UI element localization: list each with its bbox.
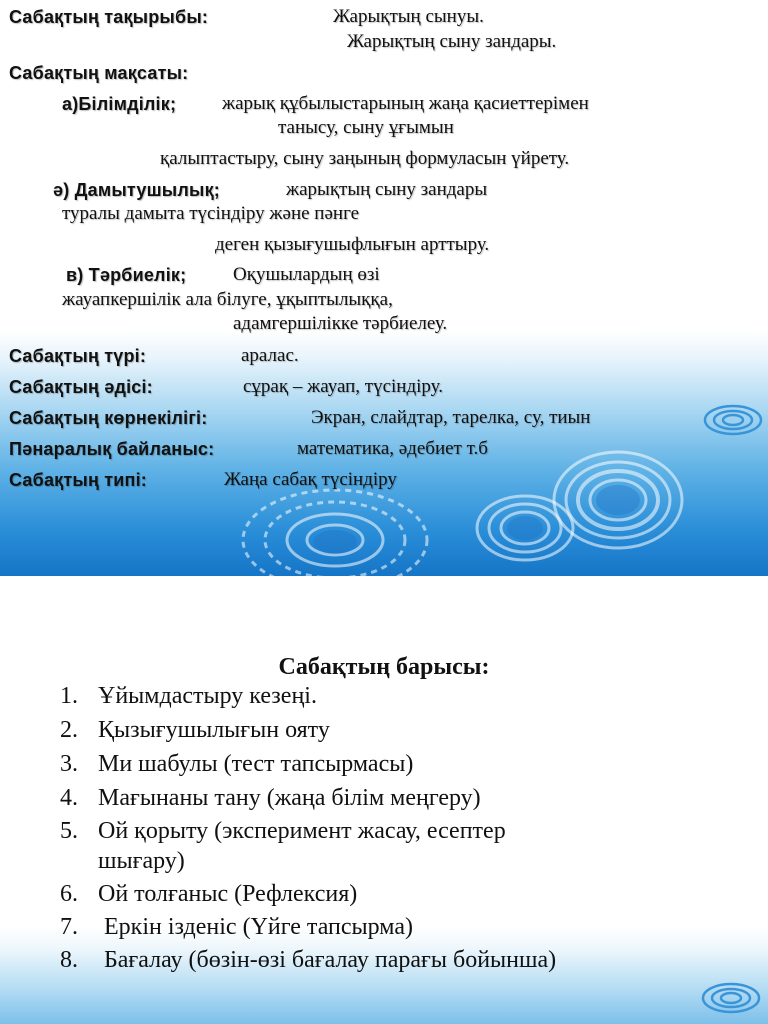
aim-label: Сабақтың мақсаты: bbox=[9, 63, 189, 83]
aim-b-label: ә) Дамытушылық; bbox=[53, 180, 220, 200]
visual-aids-label: Сабақтың көрнекілігі: bbox=[9, 408, 208, 428]
plan-item bbox=[60, 880, 357, 908]
visual-aids-value: Экран, слайдтар, тарелка, су, тиын bbox=[311, 407, 591, 428]
plan-item-number: 1. bbox=[60, 683, 78, 709]
aim-a-line-3: қалыптастыру, сыну заңының формуласын үйрету. bbox=[160, 148, 570, 169]
aim-c-line-1: Оқушылардың өзі bbox=[233, 264, 380, 285]
aim-b-line-1: жарықтың сыну зандары bbox=[286, 179, 488, 200]
plan-item-number: 5. bbox=[60, 818, 78, 844]
plan-item-text: Ой толғаныс (Рефлексия) bbox=[98, 881, 358, 907]
ripple-icon bbox=[703, 984, 759, 1012]
lesson-kind-label: Сабақтың типі: bbox=[9, 470, 147, 490]
plan-item bbox=[60, 817, 506, 845]
plan-item-continuation: шығару) bbox=[98, 848, 185, 874]
plan-item-text: Еркін ізденіс (Үйге тапсырма) bbox=[104, 914, 413, 940]
plan-item-text: Қызығушылығын ояту bbox=[98, 717, 330, 743]
topic-line-2: Жарықтың сыну зандары. bbox=[347, 31, 557, 52]
plan-item-text: Мағынаны тану (жаңа білім меңгеру) bbox=[98, 785, 481, 811]
plan-item-number: 8. bbox=[60, 947, 78, 973]
plan-item bbox=[60, 784, 481, 812]
aim-c-line-2: жауапкершілік ала білуге, ұқыптылыққа, bbox=[62, 289, 393, 310]
aim-c-line-3: адамгершілікке тәрбиелеу. bbox=[233, 313, 448, 334]
plan-item bbox=[60, 913, 413, 941]
plan-item-number: 7. bbox=[60, 914, 78, 940]
plan-item-text: Бағалау (бөзін-өзі бағалау парағы бойынша) bbox=[104, 947, 557, 973]
plan-item-number: 2. bbox=[60, 717, 78, 743]
interdisciplinary-label: Пәнаралық байланыс: bbox=[9, 439, 215, 459]
plan-item bbox=[60, 750, 413, 778]
aim-a-line-1: жарық құбылыстарының жаңа қасиеттерімен bbox=[222, 93, 589, 114]
topic-label: Сабақтың тақырыбы: bbox=[9, 7, 209, 27]
lesson-kind-value: Жаңа сабақ түсіндіру bbox=[224, 469, 397, 490]
method-label: Сабақтың әдісі: bbox=[9, 377, 153, 397]
plan-heading: Сабақтың барысы: bbox=[278, 654, 490, 680]
aim-a-label: а)Білімділік; bbox=[62, 94, 177, 114]
plan-item bbox=[60, 682, 317, 710]
plan-item-number: 6. bbox=[60, 881, 78, 907]
aim-c-label: в) Тәрбиелік; bbox=[66, 265, 187, 285]
plan-item bbox=[60, 946, 556, 974]
aim-b-line-2: туралы дамыта түсіндіру және пәнге bbox=[62, 203, 360, 224]
type-label: Сабақтың түрі: bbox=[9, 346, 147, 366]
ripple-icon bbox=[705, 406, 761, 434]
plan-item bbox=[60, 716, 330, 744]
plan-item-text: Ой қорыту (эксперимент жасау, есептер bbox=[98, 818, 506, 844]
method-value: сұрақ – жауап, түсіндіру. bbox=[243, 376, 444, 397]
plan-item-text: Ми шабулы (тест тапсырмасы) bbox=[98, 751, 414, 777]
plan-item-number: 3. bbox=[60, 751, 78, 777]
interdisciplinary-value: математика, әдебиет т.б bbox=[297, 438, 488, 459]
slide-lesson-plan bbox=[0, 576, 768, 1024]
type-value: аралас. bbox=[241, 345, 299, 366]
plan-item-number: 4. bbox=[60, 785, 78, 811]
topic-line-1: Жарықтың сынуы. bbox=[333, 6, 484, 27]
aim-b-line-3: деген қызығушыфлығын арттыру. bbox=[215, 234, 490, 255]
aim-a-line-2: танысу, сыну ұғымын bbox=[278, 117, 454, 138]
plan-item-text: Ұйымдастыру кезеңі. bbox=[98, 683, 317, 709]
